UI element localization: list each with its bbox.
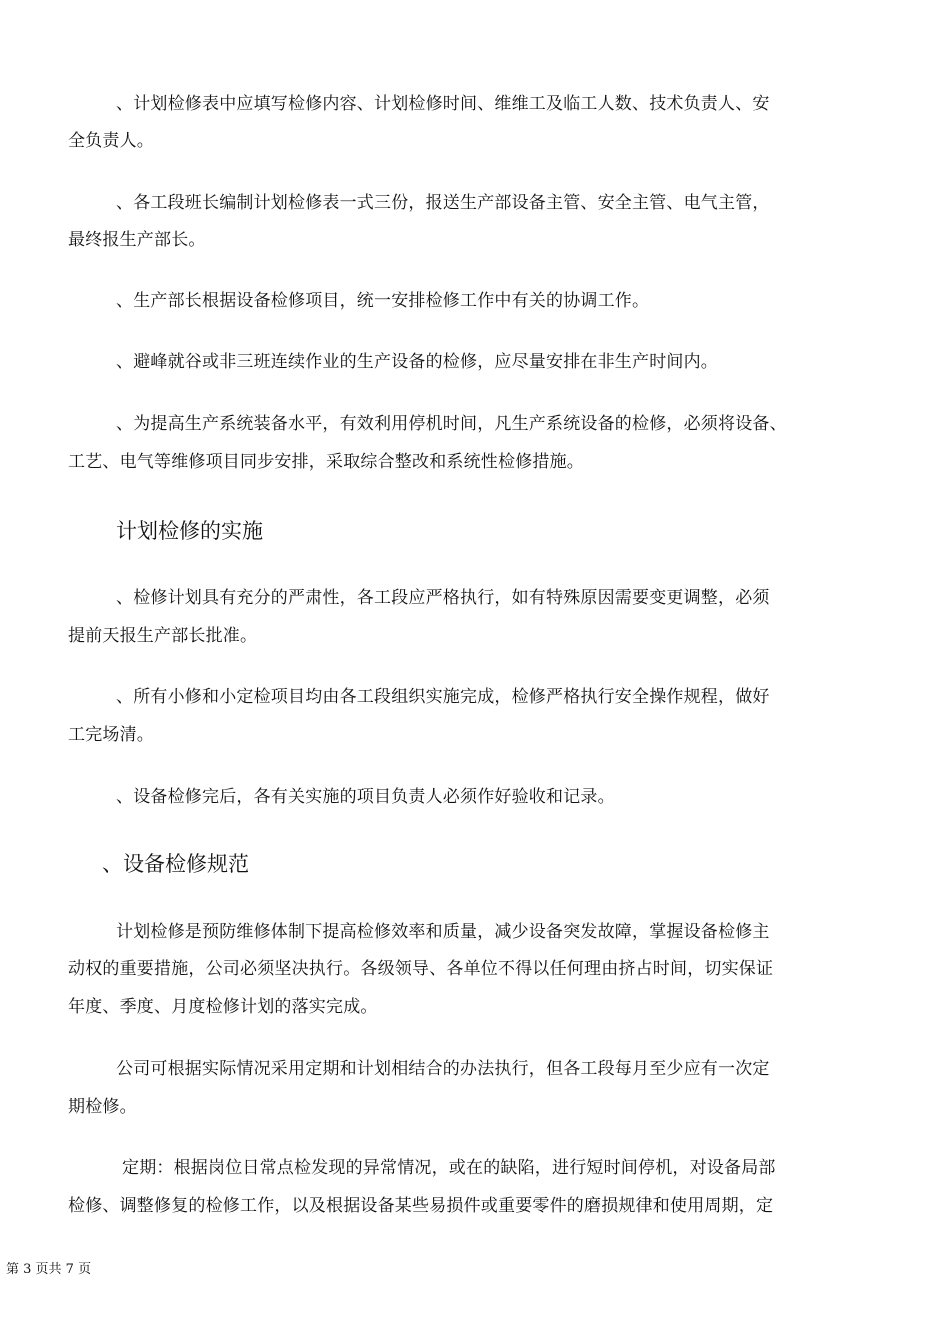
paragraph-line: 工艺、电气等维修项目同步安排，采取综合整改和系统性检修措施。 [68, 452, 584, 472]
section-heading: 计划检修的实施 [116, 519, 263, 543]
paragraph-line: 、避峰就谷或非三班连续作业的生产设备的检修，应尽量安排在非生产时间内。 [116, 352, 718, 372]
paragraph-line: 工完场清。 [68, 725, 154, 745]
paragraph-line: 检修、调整修复的检修工作，以及根据设备某些易损件或重要零件的磨损规律和使用周期，定 [68, 1196, 774, 1216]
paragraph-line: 公司可根据实际情况采用定期和计划相结合的办法执行，但各工段每月至少应有一次定 [116, 1059, 770, 1079]
paragraph-line: 全负责人。 [68, 131, 154, 151]
paragraph-line: 动权的重要措施，公司必须坚决执行。各级领导、各单位不得以任何理由挤占时间，切实保证 [68, 959, 774, 979]
paragraph-line: 、为提高生产系统装备水平，有效利用停机时间，凡生产系统设备的检修，必须将设备、 [116, 414, 787, 434]
paragraph-line: 年度、季度、月度检修计划的落实完成。 [68, 997, 378, 1017]
paragraph-line: 、计划检修表中应填写检修内容、计划检修时间、维维工及临工人数、技术负责人、安 [116, 94, 770, 114]
section-heading: 、设备检修规范 [102, 852, 249, 876]
paragraph-line: 期检修。 [68, 1097, 137, 1117]
paragraph-line: 定期：根据岗位日常点检发现的异常情况，或在的缺陷，进行短时间停机，对设备局部 [122, 1158, 776, 1178]
paragraph-line: 、设备检修完后，各有关实施的项目负责人必须作好验收和记录。 [116, 787, 615, 807]
paragraph-line: 、生产部长根据设备检修项目，统一安排检修工作中有关的协调工作。 [116, 291, 650, 311]
paragraph-line: 最终报生产部长。 [68, 230, 206, 250]
paragraph-line: 计划检修是预防维修体制下提高检修效率和质量，减少设备突发故障，掌握设备检修主 [116, 922, 770, 942]
paragraph-line: 、各工段班长编制计划检修表一式三份，报送生产部设备主管、安全主管、电气主管， [116, 193, 770, 213]
paragraph-line: 、所有小修和小定检项目均由各工段组织实施完成，检修严格执行安全操作规程，做好 [116, 687, 770, 707]
page-number-footer: 第 3 页共 7 页 [6, 1262, 92, 1277]
paragraph-line: 提前天报生产部长批准。 [68, 626, 258, 646]
paragraph-line: 、检修计划具有充分的严肃性，各工段应严格执行，如有特殊原因需要变更调整，必须 [116, 588, 770, 608]
